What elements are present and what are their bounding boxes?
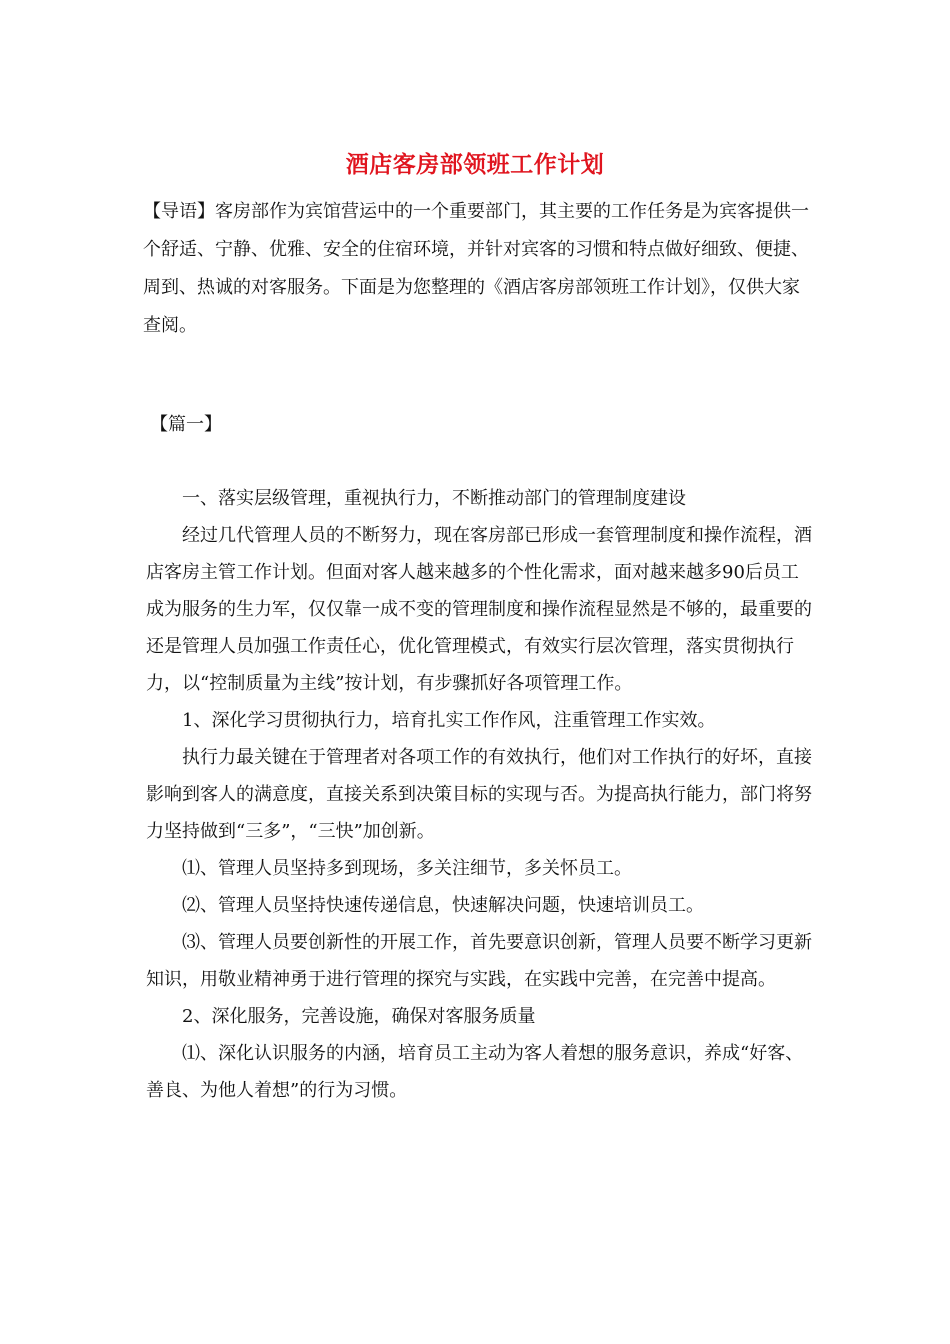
document-title: 酒店客房部领班工作计划 xyxy=(345,151,605,178)
list-item-2: ⑵、管理人员坚持快速传递信息，快速解决问题，快速培训员工。 xyxy=(182,895,704,916)
document-body xyxy=(146,480,816,1109)
section-label: 【篇一】 xyxy=(150,414,222,435)
list-item-1: ⑴、管理人员坚持多到现场，多关注细节，多关怀员工。 xyxy=(182,858,632,879)
body-paragraph: 执行力最关键在于管理者对各项工作的有效执行，他们对工作执行的好坏，直接影响到客人的满意度，直接关系到决策目标的实现与否。为提高执行能力，部门将努力坚持做到“三多”，“三快”加创新。 xyxy=(146,747,812,842)
subheading-1: 1、深化学习贯彻执行力，培育扎实工作作风，注重管理工作实效。 xyxy=(182,710,716,731)
list-item-1: ⑴、深化认识服务的内涵，培育员工主动为客人着想的服务意识，养成“好客、善良、为他人着想”的行为习惯。 xyxy=(146,1043,804,1101)
list-item-3: ⑶、管理人员要创新性的开展工作，首先要意识创新，管理人员要不断学习更新知识，用敬业精神勇于进行管理的探究与实践，在实践中完善，在完善中提高。 xyxy=(146,932,812,990)
subheading-2: 2、深化服务，完善设施，确保对客服务质量 xyxy=(182,1006,536,1027)
heading-one: 一、落实层级管理，重视执行力，不断推动部门的管理制度建设 xyxy=(182,488,686,509)
intro-paragraph: 【导语】客房部作为宾馆营运中的一个重要部门，其主要的工作任务是为宾客提供一个舒适、宁静、优雅、安全的住宿环境，并针对宾客的习惯和特点做好细致、便捷、周到、热诚的对客服务。下面是为您整理的《酒店客房部领班工作计划》，仅供大家查阅。 xyxy=(143,201,809,336)
body-paragraph: 经过几代管理人员的不断努力，现在客房部已形成一套管理制度和操作流程，酒店客房主管工作计划。但面对客人越来越多的个性化需求，面对越来越多90后员工成为服务的生力军，仅仅靠一成不变的管理制度和操作流程显然是不够的，最重要的还是管理人员加强工作责任心，优化管理模式，有效实行层次管理，落实贯彻执行力，以“控制质量为主线”按计划，有步骤抓好各项管理工作。 xyxy=(146,525,812,694)
